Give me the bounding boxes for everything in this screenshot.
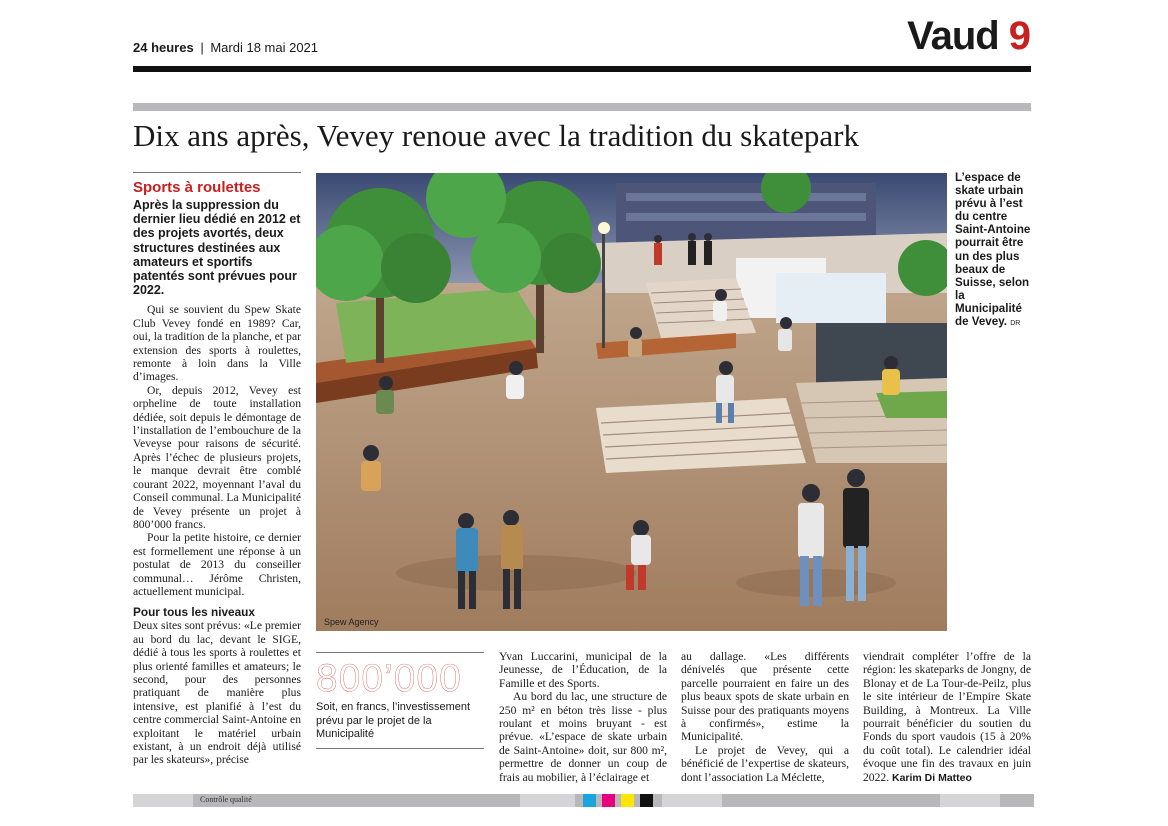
illustration-svg [316, 173, 947, 631]
masthead-separator: | [200, 40, 204, 55]
paper-name: 24 heures [133, 40, 194, 55]
left-column [133, 172, 301, 767]
subhead: Pour tous les niveaux [133, 605, 255, 620]
photo-caption-text: L’espace de skate urbain prévu à l’est du centre Saint-Antoine pourrait être un des plus beaux de Suisse, selon la Municipalité de Vevey. [955, 171, 1031, 329]
body-paragraph-4: Deux sites sont prévus: «Le premier au bord du lac, devant le SIGE, dédié à tous les sports à roulettes et plus orienté familles et amateurs; le second, pour des personnes pratiquant de manière plus intensive, est planifié à l’est du centre commercial Saint-Antoine en exploitant le matériel urbain existant, à un endroit déjà utilisé par les skateurs», précise [133, 619, 301, 767]
page-number: 9 [1008, 14, 1030, 58]
headline: Dix ans après, Vevey renoue avec la tradition du skatepark [133, 118, 859, 153]
body-paragraph-2: Or, depuis 2012, Vevey est orpheline de toute installation dédiée, soit depuis le démontage de l’installation de l’embouchure de la Veveyse pour raisons de sécurité. Après l’échec de plusieurs projets, le manque devrait être comblé courant 2022, moyennant l’aval du Conseil communal. La Municipalité de Vevey présente un projet à 800’000 francs. [133, 383, 301, 531]
callout-frame [316, 652, 484, 749]
col5-text: viendrait compléter l’offre de la région: les skateparks de Jongny, de Blonay et de La Tour-de-Peilz, plus le site intérieur de l’Empire Skate Building, à Montreux. La Ville pourrait bénéficier du soutien du Fonds du sport vaudois (15 à 20% du coût total). Le calendrier idéal évoque une fin des travaux en juin 2022. [863, 650, 1031, 784]
callout-text: Soit, en francs, l’investissement prévu par le projet de la Municipalité [316, 701, 471, 740]
byline: Karim Di Matteo [892, 771, 972, 784]
header-rule [133, 66, 1031, 72]
col3-paragraph-2: Au bord du lac, une structure de 250 m² en béton très lisse - plus roulant et moins bruyant - est prévue. «L’espace de skate urbain de Saint-Antoine» doit, sur 800 m², permettre de donner un coup de frais au mobilier, à l’éclairage et [499, 690, 667, 784]
footer-block-far-right [940, 794, 1000, 807]
issue-date: Mardi 18 mai 2021 [210, 40, 319, 55]
column-3 [499, 650, 667, 784]
col3-paragraph-1: Yvan Luccarini, municipal de la Jeunesse, de l’Éducation, de la Famille et des Sports. [499, 650, 667, 690]
footer-label: Contrôle qualité [200, 795, 252, 804]
cyan-swatch [583, 794, 596, 807]
footer-block-right [662, 794, 722, 807]
kicker-rule [133, 172, 301, 173]
col5-paragraph-1 [863, 650, 1031, 785]
photo-caption [955, 171, 1031, 330]
magenta-swatch [602, 794, 615, 807]
lead-paragraph: Après la suppression du dernier lieu dédié en 2012 et des projets avortés, deux structures destinées aux amateurs et sportifs patentés sont prévues pour 2022. [133, 198, 301, 298]
article-top-rule [133, 103, 1031, 111]
column-4 [681, 650, 849, 784]
photo-credit: DR [1010, 320, 1021, 328]
col4-paragraph-1: au dallage. «Les différents dénivelés que présente cette parcelle pourraient en faire un des plus beaux spots de skate urbain en Suisse pour des pratiquants moyens à confirmés», estime la Municipalité. [681, 650, 849, 744]
section-name: Vaud [907, 14, 999, 58]
column-5 [863, 650, 1031, 785]
section-header [907, 14, 1030, 59]
col4-paragraph-2: Le projet de Vevey, qui a bénéficié de l’expertise de skateurs, dont l’association La Méclette, [681, 743, 849, 784]
body-paragraph-1: Qui se souvient du Spew Skate Club Vevey fondé en 1989? Car, oui, la tradition de la planche, et par extension des sports à roulettes, remonte à loin dans la Ville d’images. [133, 303, 301, 384]
kicker: Sports à roulettes [133, 179, 261, 196]
illustration-watermark: Spew Agency [324, 617, 379, 627]
footer-block-left [133, 794, 193, 807]
footer-block-mid [520, 794, 575, 807]
skatepark-illustration [316, 173, 947, 631]
masthead [133, 40, 318, 55]
black-swatch [640, 794, 653, 807]
yellow-swatch [621, 794, 634, 807]
callout-number: 800’000 [316, 657, 462, 700]
body-paragraph-3: Pour la petite histoire, ce dernier est formellement une réponse à un postulat de 2013 du conseiller communal… Jérôme Christen, actuellement municipal. [133, 531, 301, 598]
callout-box [316, 652, 484, 749]
